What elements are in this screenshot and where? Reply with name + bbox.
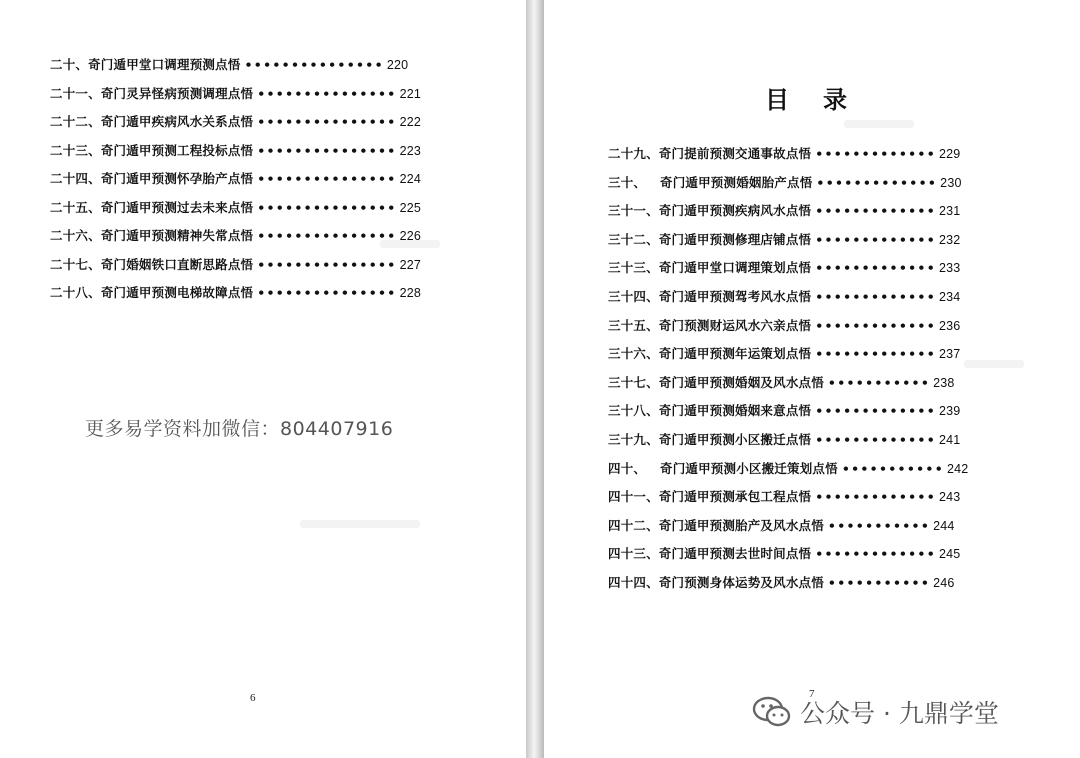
toc-entry	[608, 144, 960, 162]
toc-entry-title: 奇门遁甲预测怀孕胎产点悟	[100, 171, 254, 186]
toc-entry-number: 三十、	[608, 174, 647, 190]
dot-leader: •••••••••••	[827, 575, 931, 590]
toc-entry	[608, 316, 960, 334]
toc-entry-title: 奇门遁甲预测胎产及风水点悟	[658, 517, 824, 533]
toc-entry-number: 二十五、	[50, 199, 101, 215]
toc-entry	[608, 401, 960, 419]
toc-entry-page: 226	[399, 229, 422, 243]
toc-entry	[50, 283, 421, 301]
toc-entry-page: 224	[399, 172, 422, 186]
bleed-through-mark	[300, 520, 420, 528]
toc-entry	[608, 287, 960, 305]
toc-entry-number: 二十、	[50, 57, 89, 72]
toc-entry-title: 奇门遁甲预测去世时间点悟	[658, 546, 812, 562]
dot-leader: •••••••••••••	[815, 260, 936, 276]
dot-leader: •••••••••••••••	[244, 57, 384, 72]
toc-entry-title: 奇门遁甲预测电梯故障点悟	[100, 285, 254, 300]
page-number-left: 6	[250, 692, 256, 704]
right-page	[544, 0, 1080, 758]
dot-leader: •••••••••••••	[815, 403, 936, 419]
toc-entry-title: 奇门遁甲堂口调理策划点悟	[658, 260, 812, 276]
toc-entry-page: 222	[399, 115, 422, 129]
watermark-text: 公众号 · 九鼎学堂	[800, 699, 999, 728]
toc-entry-page: 227	[399, 257, 422, 272]
toc-entry-number: 三十五、	[608, 317, 659, 333]
dot-leader: •••••••••••••	[815, 346, 936, 362]
toc-entry	[608, 487, 960, 505]
dot-leader: •••••••••••••••	[257, 142, 397, 158]
toc-entry-number: 四十一、	[608, 489, 659, 505]
toc-entry	[50, 84, 421, 102]
toc-entry	[608, 173, 962, 191]
toc-entry-number: 二十一、	[50, 85, 101, 101]
toc-entry-page: 230	[940, 175, 962, 190]
toc-entry-page: 243	[938, 490, 961, 505]
toc-entry	[50, 112, 421, 130]
toc-entry-page: 242	[947, 461, 969, 476]
toc-entry-number: 二十四、	[50, 171, 101, 186]
toc-entry-number: 三十九、	[608, 432, 659, 447]
toc-entry-number: 二十七、	[50, 256, 101, 272]
dot-leader: •••••••••••••	[815, 489, 936, 505]
toc-entry-number: 四十二、	[608, 517, 659, 533]
toc-entry-page: 221	[399, 86, 422, 101]
toc-entry-page: 245	[938, 547, 961, 562]
dot-leader: •••••••••••••••	[257, 171, 397, 186]
toc-entry-page: 244	[933, 518, 955, 533]
dot-leader: •••••••••••	[827, 517, 931, 533]
toc-entry-title: 奇门遁甲堂口调理预测点悟	[88, 57, 241, 72]
toc-entry-title: 奇门遁甲预测婚姻胎产点悟	[660, 174, 813, 190]
bleed-through-mark	[844, 120, 914, 128]
dot-leader: •••••••••••••••	[257, 285, 397, 300]
toc-entry	[50, 169, 421, 187]
toc-entry	[608, 516, 955, 534]
toc-entry-title: 奇门遁甲预测小区搬迁策划点悟	[660, 460, 838, 476]
toc-entry	[608, 344, 960, 362]
toc-entry-title: 奇门遁甲预测驾考风水点悟	[658, 289, 812, 304]
toc-entry-page: 238	[933, 375, 955, 390]
toc-entry-number: 三十四、	[608, 289, 659, 304]
toc-entry-number: 四十三、	[608, 546, 659, 562]
toc-entry-number: 二十六、	[50, 228, 101, 243]
dot-leader: •••••••••••••	[816, 174, 938, 190]
dot-leader: •••••••••••••	[815, 546, 936, 562]
toc-entry	[50, 141, 421, 159]
toc-entry-page: 231	[938, 204, 961, 219]
toc-entry	[608, 430, 960, 448]
toc-entry-number: 二十三、	[50, 142, 101, 158]
page-number-right: 7	[809, 688, 815, 700]
toc-entry	[608, 258, 960, 276]
toc-entry-page: 225	[399, 200, 422, 215]
toc-entry-number: 三十六、	[608, 346, 659, 362]
toc-entry-page: 236	[938, 318, 961, 333]
toc-entry-number: 二十九、	[608, 146, 659, 161]
toc-entry	[608, 544, 960, 562]
dot-leader: •••••••••••••••	[257, 256, 397, 272]
toc-entry-page: 239	[938, 404, 961, 419]
toc-entry-title: 奇门遁甲预测精神失常点悟	[100, 228, 254, 243]
toc-entry-title: 奇门遁甲预测过去未来点悟	[100, 199, 254, 215]
toc-entry-title: 奇门预测财运风水六亲点悟	[658, 317, 812, 333]
toc-entry	[608, 573, 955, 591]
dot-leader: •••••••••••••	[815, 289, 936, 304]
left-page	[0, 0, 526, 758]
toc-entry-number: 二十二、	[50, 114, 101, 129]
toc-entry	[50, 198, 421, 216]
toc-entry-number: 三十七、	[608, 374, 659, 390]
toc-entry-page: 241	[938, 433, 961, 447]
toc-entry-title: 奇门灵异怪病预测调理点悟	[100, 85, 254, 101]
dot-leader: •••••••••••••	[815, 432, 936, 447]
toc-entry	[608, 230, 960, 248]
toc-entry	[50, 255, 421, 273]
toc-entry-number: 四十四、	[608, 575, 659, 590]
toc-entry-title: 奇门遁甲预测婚姻及风水点悟	[658, 374, 824, 390]
dot-leader: •••••••••••	[827, 374, 931, 390]
toc-entry-number: 三十二、	[608, 231, 659, 247]
dot-leader: •••••••••••••	[815, 146, 936, 161]
toc-entry-page: 220	[386, 58, 409, 72]
toc-entry-page: 229	[938, 147, 961, 161]
dot-leader: •••••••••••••	[815, 231, 936, 247]
promo-text: 更多易学资料加微信：804407916	[85, 418, 394, 440]
toc-entry-number: 三十三、	[608, 260, 659, 276]
toc-entry-title: 奇门遁甲预测修理店铺点悟	[658, 231, 812, 247]
toc-entry	[50, 226, 421, 244]
toc-entry-title: 奇门遁甲预测婚姻来意点悟	[658, 403, 812, 419]
toc-entry-title: 奇门遁甲预测工程投标点悟	[100, 142, 254, 158]
dot-leader: •••••••••••••••	[257, 228, 397, 243]
toc-entry-page: 232	[938, 232, 961, 247]
toc-entry-title: 奇门遁甲预测疾病风水点悟	[658, 203, 812, 219]
dot-leader: •••••••••••••	[815, 317, 936, 333]
toc-entry-number: 四十、	[608, 460, 647, 476]
toc-entry-title: 奇门遁甲预测承包工程点悟	[658, 489, 812, 505]
dot-leader: •••••••••••••••	[257, 114, 397, 129]
toc-entry	[608, 201, 960, 219]
toc-entry-title: 奇门预测身体运势及风水点悟	[658, 575, 824, 590]
toc-entry-page: 233	[938, 261, 961, 276]
toc-entry-title: 奇门遁甲预测小区搬迁点悟	[658, 432, 812, 447]
dot-leader: •••••••••••••••	[257, 85, 397, 101]
book-gutter	[526, 0, 544, 758]
toc-entry-page: 228	[399, 286, 422, 300]
dot-leader: •••••••••••••	[815, 203, 936, 219]
toc-entry-page: 234	[938, 290, 961, 304]
toc-entry-page: 223	[399, 143, 422, 158]
toc-entry-number: 三十一、	[608, 203, 659, 219]
toc-entry-title: 奇门遁甲预测年运策划点悟	[658, 346, 812, 362]
toc-entry-number: 三十八、	[608, 403, 659, 419]
toc-entry-title: 奇门婚姻铁口直断思路点悟	[100, 256, 254, 272]
toc-entry	[608, 459, 968, 477]
toc-heading: 目录	[765, 85, 881, 114]
toc-entry-page: 237	[938, 347, 961, 362]
toc-entry-page: 246	[933, 576, 955, 590]
bleed-through-mark	[964, 360, 1024, 368]
toc-entry-number: 二十八、	[50, 285, 101, 300]
wechat-icon	[752, 695, 792, 729]
dot-leader: •••••••••••••••	[257, 199, 397, 215]
toc-entry	[50, 55, 408, 73]
toc-entry-title: 奇门遁甲疾病风水关系点悟	[100, 114, 254, 129]
dot-leader: •••••••••••	[841, 460, 944, 476]
toc-entry-title: 奇门提前预测交通事故点悟	[658, 146, 812, 161]
watermark	[752, 694, 999, 730]
toc-entry	[608, 373, 955, 391]
